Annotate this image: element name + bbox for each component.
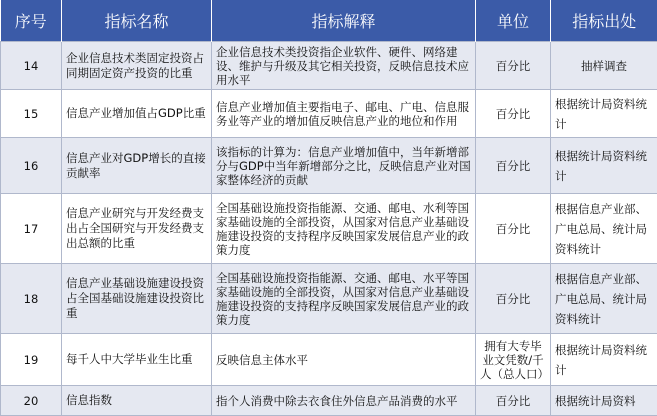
indicator-unit: 拥有大专毕业文凭数/千人（总人口） xyxy=(476,334,551,386)
table-row xyxy=(1,194,657,264)
indicator-description: 反映信息主体水平 xyxy=(212,334,476,386)
row-number: 19 xyxy=(1,334,62,386)
indicator-source: 根据信息产业部、广电总局、统计局资料统计 xyxy=(551,194,657,264)
indicator-name: 信息产业基础设施建设投资占全国基础设施建设投资比重 xyxy=(62,264,212,334)
indicator-source: 抽样调查 xyxy=(551,42,657,90)
row-number: 15 xyxy=(1,90,62,138)
header-name: 指标名称 xyxy=(62,0,212,42)
indicator-source: 根据统计局资料 xyxy=(551,386,657,416)
indicator-name: 企业信息技术类固定投资占同期固定资产投资的比重 xyxy=(62,42,212,90)
table-row xyxy=(1,264,657,334)
indicator-unit: 百分比 xyxy=(476,264,551,334)
header-row xyxy=(1,0,657,42)
table-row xyxy=(1,334,657,386)
row-number: 17 xyxy=(1,194,62,264)
table-row xyxy=(1,42,657,90)
indicator-name: 信息产业对GDP增长的直接贡献率 xyxy=(62,138,212,194)
indicator-source: 根据统计局资料统计 xyxy=(551,90,657,138)
indicator-name: 信息指数 xyxy=(62,386,212,416)
indicator-unit: 百分比 xyxy=(476,386,551,416)
indicator-source: 根据统计局资料统计 xyxy=(551,138,657,194)
header-no: 序号 xyxy=(1,0,62,42)
row-number: 18 xyxy=(1,264,62,334)
row-number: 16 xyxy=(1,138,62,194)
indicator-source: 根据统计局资料统计 xyxy=(551,334,657,386)
header-source: 指标出处 xyxy=(551,0,657,42)
indicator-source: 根据信息产业部、广电总局、统计局资料统计 xyxy=(551,264,657,334)
table-row xyxy=(1,90,657,138)
indicator-unit: 百分比 xyxy=(476,138,551,194)
indicator-description: 指个人消费中除去衣食住外信息产品消费的水平 xyxy=(212,386,476,416)
indicator-unit: 百分比 xyxy=(476,42,551,90)
indicator-description: 该指标的计算为：信息产业增加值中，当年新增部分与GDP中当年新增部分之比，反映信息产业对国家整体经济的贡献 xyxy=(212,138,476,194)
indicator-name: 每千人中大学毕业生比重 xyxy=(62,334,212,386)
header-desc: 指标解释 xyxy=(212,0,476,42)
indicator-unit: 百分比 xyxy=(476,90,551,138)
table-row xyxy=(1,386,657,416)
indicator-description: 全国基础设施投资指能源、交通、邮电、水利等国家基础设施的全部投资，从国家对信息产业基础设施建设投资的支持程序反映国家发展信息产业的政策力度 xyxy=(212,194,476,264)
indicator-unit: 百分比 xyxy=(476,194,551,264)
indicator-name: 信息产业增加值占GDP比重 xyxy=(62,90,212,138)
header-unit: 单位 xyxy=(476,0,551,42)
indicator-description: 信息产业增加值主要指电子、邮电、广电、信息服务业等产业的增加值反映信息产业的地位和作用 xyxy=(212,90,476,138)
table-row xyxy=(1,138,657,194)
indicator-name: 信息产业研究与开发经费支出占全国研究与开发经费支出总额的比重 xyxy=(62,194,212,264)
indicator-description: 企业信息技术类投资指企业软件、硬件、网络建设、维护与升级及其它相关投资，反映信息技术应用水平 xyxy=(212,42,476,90)
row-number: 14 xyxy=(1,42,62,90)
row-number: 20 xyxy=(1,386,62,416)
indicator-description: 全国基础设施投资指能源、交通、邮电、水平等国家基础设施的全部投资，从国家对信息产业基础设施建设投资的支持程序反映国家发展信息产业的政策力度 xyxy=(212,264,476,334)
